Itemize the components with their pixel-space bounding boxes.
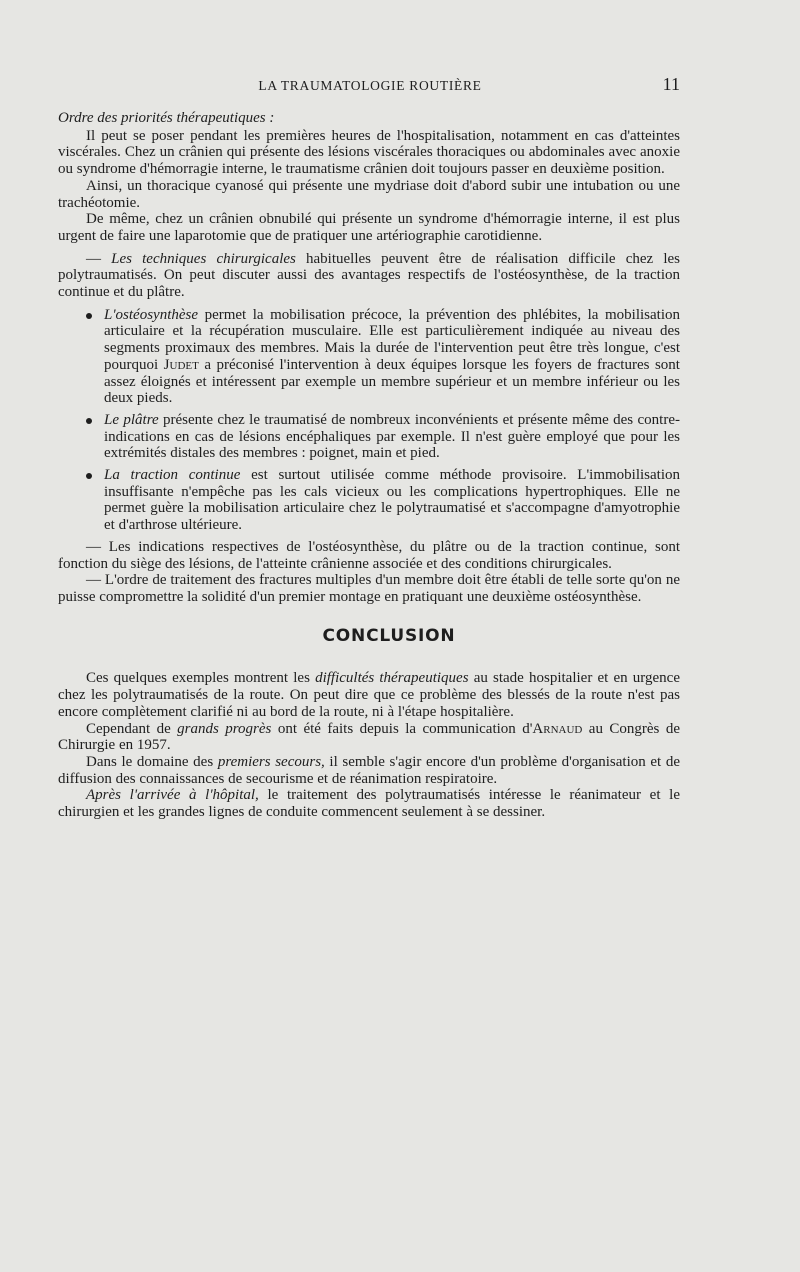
author-name: Judet — [163, 356, 199, 373]
paragraph: De même, chez un crânien obnubilé qui présente un syndrome d'hémorragie interne, il est plus urgent de faire une laparotomie que de pratiquer une artériographie carotidienne. — [58, 211, 680, 244]
paragraph: Il peut se poser pendant les premières heures de l'hospitalisation, notamment en cas d'atteintes viscérales. Chez un crânien qui présente des lésions viscérales thoraciques ou abdominales avec anoxie ou syndrome d'hémorragie interne, le traumatisme crânien doit toujours passer en deuxième position. — [58, 127, 680, 178]
text-run: Ces quelques exemples montrent les — [86, 670, 316, 687]
text-run: au stade hospitalier et en urgence chez les polytraumatisés de la route. On peut dire que ce problème des blessés de la route n'est pas encore complètement clarifié ni au bord de la route, ni à l'étape hospitalière. — [58, 670, 680, 720]
paragraph — [58, 787, 680, 820]
italic-term: L'ostéosynthèse — [104, 306, 199, 323]
text-run: a préconisé l'intervention à deux équipes lorsque les foyers de fractures sont assez éloignés et intéressent par exemple un membre supérieur et un membre inférieur ou les deux pieds. — [104, 356, 680, 407]
bullet-list — [58, 307, 680, 534]
paragraph: Ainsi, un thoracique cyanosé qui présente une mydriase doit d'abord subir une intubation ou une trachéotomie. — [58, 177, 680, 211]
italic-term: La traction continue — [104, 467, 241, 484]
running-title: LA TRAUMATOLOGIE ROUTIÈRE — [258, 78, 482, 93]
paragraph — [58, 670, 680, 720]
paragraph — [58, 754, 680, 787]
list-item — [104, 307, 680, 407]
author-name: Arnaud — [532, 720, 583, 737]
italic-term: Les techniques chirurgicales — [111, 250, 296, 267]
bullet-icon — [86, 418, 92, 424]
section-heading: Ordre des priorités thérapeutiques : — [58, 110, 275, 126]
dash: — — [86, 250, 112, 267]
italic-term: grands progrès — [177, 720, 272, 737]
text-run: Cependant de — [86, 720, 178, 737]
paragraph — [58, 251, 680, 301]
bullet-icon — [86, 313, 92, 319]
body-text — [58, 110, 680, 821]
text-run: permet la mobilisation précoce, la prévention des phlébites, la mobilisation articulaire et la récupération musculaire. Elle est particulièrement indiquée au niveau des segments proximaux des membres. Mais la durée de l'intervention peut être très longue, c'est pourquoi — [104, 306, 680, 373]
text-run: est surtout utilisée comme méthode provisoire. L'immobilisation insuffisante n'empêche pas les cals vicieux ou les complications hypertrophiques. Elle ne permet guère la mobilisation articulaire chez le polytraumatisé et s'accompagne d'amyotrophie et d'arthrose ultérieure. — [104, 467, 680, 534]
list-item — [104, 412, 680, 462]
text-run: habituelles peuvent être de réalisation difficile chez les polytraumatisés. On peut discuter aussi des avantages respectifs de l'ostéosynthèse, de la traction continue et du plâtre. — [58, 250, 680, 301]
conclusion-heading: CONCLUSION — [322, 625, 456, 646]
italic-term: difficultés thérapeutiques — [315, 670, 469, 687]
bullet-icon — [86, 473, 92, 479]
text-run: il semble s'agir encore d'un problème d'organisation et de diffusion des connaissances de secourisme et de réanimation respiratoire. — [58, 753, 680, 787]
running-header — [0, 76, 800, 98]
paragraph: — L'ordre de traitement des fractures multiples d'un membre doit être établi de telle sorte qu'on ne puisse compromettre la solidité d'un premier montage en pratiquant une deuxième ostéosynthèse. — [58, 572, 680, 605]
page-number: 11 — [662, 74, 680, 94]
list-item — [104, 467, 680, 534]
italic-term: Le plâtre — [104, 411, 159, 428]
text-run: présente chez le traumatisé de nombreux inconvénients et présente même des contre-indications en cas de lésions encéphaliques par exemple. Il n'est guère employé que pour les extrémités distales des membres : poignet, main et pied. — [104, 411, 680, 462]
paragraph: — Les indications respectives de l'ostéosynthèse, du plâtre ou de la traction continue, sont fonction du siège des lésions, de l'atteinte crânienne associée et des conditions chirurgicales. — [58, 538, 680, 572]
italic-term: Après l'arrivée à l'hôpital, — [86, 787, 259, 804]
italic-term: premiers secours, — [217, 753, 325, 770]
text-run: ont été faits depuis la communication d' — [271, 720, 533, 737]
text-run: le traitement des polytraumatisés intéresse le réanimateur et le chirurgien et les grandes lignes de conduite commencent seulement à se dessiner. — [58, 787, 680, 821]
text-run: au Congrès de Chirurgie en 1957. — [58, 720, 680, 754]
paragraph — [58, 721, 680, 754]
text-run: Dans le domaine des — [86, 753, 218, 770]
